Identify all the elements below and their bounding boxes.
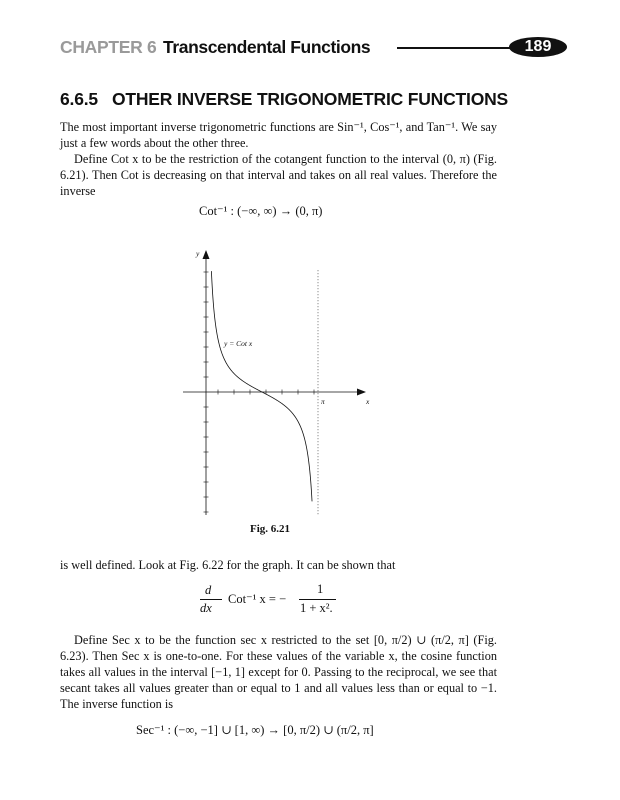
deriv-dx: dx [200, 601, 212, 615]
y-axis [203, 250, 210, 515]
section-title: OTHER INVERSE TRIGONOMETRIC FUNCTIONS [111, 89, 509, 109]
curve-label: y = Cot x [224, 339, 253, 348]
equation-cot-inverse-map: Cot⁻¹ : (−∞, ∞) → (0, π) [199, 204, 323, 218]
section-number: 6.6.5 [60, 89, 98, 109]
x-axis [183, 389, 366, 396]
pi-label: π [321, 397, 325, 406]
y-axis-label: y [196, 249, 200, 258]
figure-caption: Fig. 6.21 [250, 523, 291, 535]
equation-sec-inverse-map: Sec⁻¹ : (−∞, −1] ∪ [1, ∞) → [0, π/2) ∪ (π/2, π] [136, 723, 374, 737]
deriv-d: d [205, 583, 212, 597]
fraction-bar-right [299, 599, 336, 600]
chapter-label: CHAPTER 6 [60, 37, 157, 57]
figure-cot-graph [180, 240, 380, 520]
cot-curve [211, 271, 312, 501]
deriv-mid: Cot⁻¹ x = − [228, 592, 287, 606]
paragraph-well-defined: is well defined. Look at Fig. 6.22 for the graph. It can be shown that [60, 558, 396, 572]
fraction-bar-left [200, 599, 222, 600]
paragraph-define-sec: Define Sec x to be the function sec x restricted to the set [0, π/2) ∪ (π/2, π] (Fig. 6.23). Then Sec x is one-to-one. For these values of the variable x, the cosine function takes all values in the interval [−1, 1] except for 0. Passing to the reciprocal, we see that secant takes all values greater than or equal to 1 and all values less than or equal to −1. The inverse function is [60, 633, 497, 711]
deriv-denominator: 1 + x². [300, 601, 333, 615]
deriv-one: 1 [317, 582, 324, 596]
header-rule [397, 47, 517, 49]
x-axis-label: x [366, 397, 370, 406]
paragraph-intro: The most important inverse trigonometric functions are Sin⁻¹, Cos⁻¹, and Tan⁻¹. We say just a few words about the other three. [60, 120, 497, 150]
chapter-title: Transcendental Functions [163, 37, 371, 57]
paragraph-define-cot: Define Cot x to be the restriction of the cotangent function to the interval (0, π) (Fig. 6.21). Then Cot is decreasing on that interval and takes on all real values. Therefore the inverse [60, 152, 497, 198]
page-number-badge: 189 [509, 37, 567, 57]
section-heading [60, 89, 508, 110]
